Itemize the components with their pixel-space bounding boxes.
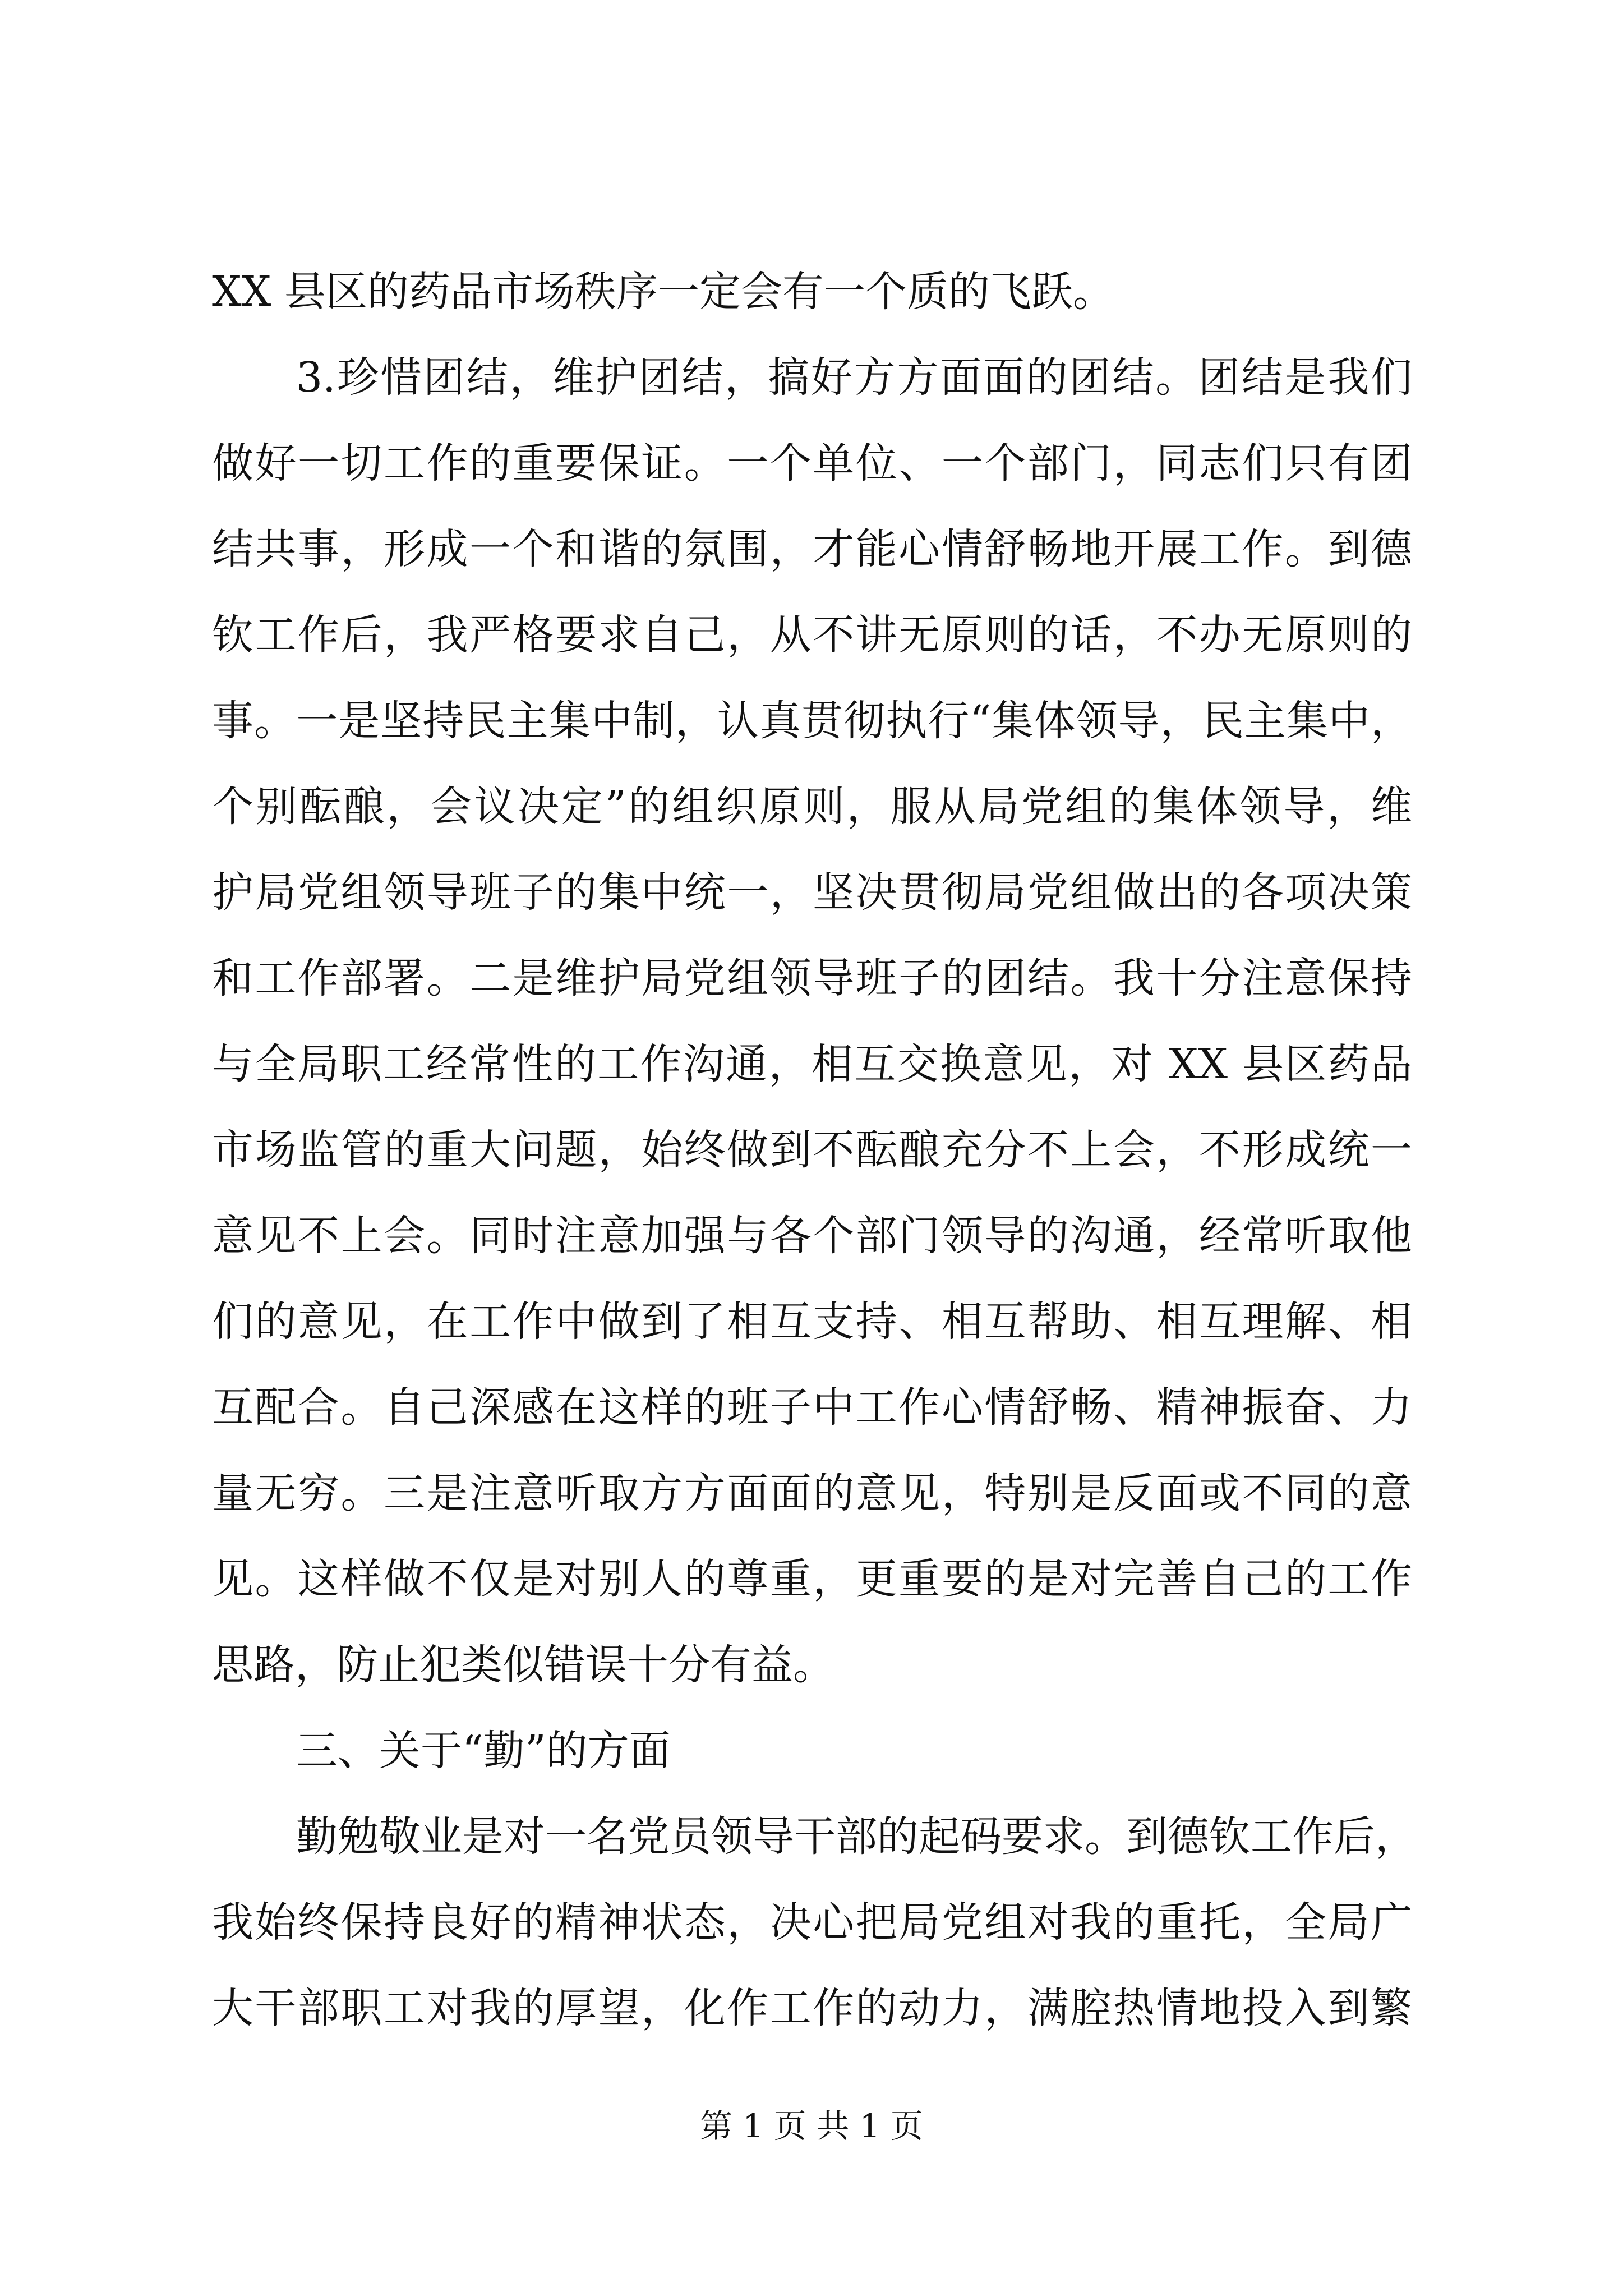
text-line: 量无穷。三是注意听取方方面面的意见，特别是反面或不同的意 bbox=[212, 1469, 1412, 1517]
text-line: 和工作部署。二是维护局党组领导班子的团结。我十分注意保持 bbox=[212, 954, 1412, 1002]
text-line: 思路，防止犯类似错误十分有益。 bbox=[212, 1641, 834, 1689]
text-line: 互配合。自己深感在这样的班子中工作心情舒畅、精神振奋、力 bbox=[212, 1383, 1412, 1432]
text-line: 护局党组领导班子的集中统一，坚决贯彻局党组做出的各项决策 bbox=[212, 868, 1412, 917]
text-line: 做好一切工作的重要保证。一个单位、一个部门，同志们只有团 bbox=[212, 439, 1412, 487]
text-line: 见。这样做不仅是对别人的尊重，更重要的是对完善自己的工作 bbox=[212, 1555, 1412, 1603]
text-line: 市场监管的重大问题，始终做到不酝酿充分不上会，不形成统一 bbox=[212, 1126, 1412, 1174]
text-line: 结共事，形成一个和谐的氛围，才能心情舒畅地开展工作。到德 bbox=[212, 525, 1412, 573]
text-line: 与全局职工经常性的工作沟通，相互交换意见，对 XX 县区药品 bbox=[212, 1040, 1412, 1088]
text-line: 3.珍惜团结，维护团结，搞好方方面面的团结。团结是我们 bbox=[296, 353, 1412, 402]
text-line: 意见不上会。同时注意加强与各个部门领导的沟通，经常听取他 bbox=[212, 1212, 1412, 1260]
text-line: 个别酝酿，会议决定”的组织原则，服从局党组的集体领导，维 bbox=[212, 783, 1412, 831]
text-line: 大干部职工对我的厚望，化作工作的动力，满腔热情地投入到繁 bbox=[212, 1984, 1412, 2032]
text-line: 我始终保持良好的精神状态，决心把局党组对我的重托，全局广 bbox=[212, 1898, 1412, 1947]
page-number-footer: 第 1 页 共 1 页 bbox=[700, 2107, 923, 2145]
text-line: 勤勉敬业是对一名党员领导干部的起码要求。到德钦工作后， bbox=[296, 1812, 1417, 1861]
section-heading: 三、关于“勤”的方面 bbox=[296, 1727, 671, 1775]
text-line: 们的意见，在工作中做到了相互支持、相互帮助、相互理解、相 bbox=[212, 1297, 1412, 1346]
text-line: XX 县区的药品市场秩序一定会有一个质的飞跃。 bbox=[212, 268, 1114, 316]
text-line: 事。一是坚持民主集中制，认真贯彻执行“集体领导，民主集中， bbox=[212, 697, 1412, 745]
text-line: 钦工作后，我严格要求自己，从不讲无原则的话，不办无原则的 bbox=[212, 611, 1412, 659]
